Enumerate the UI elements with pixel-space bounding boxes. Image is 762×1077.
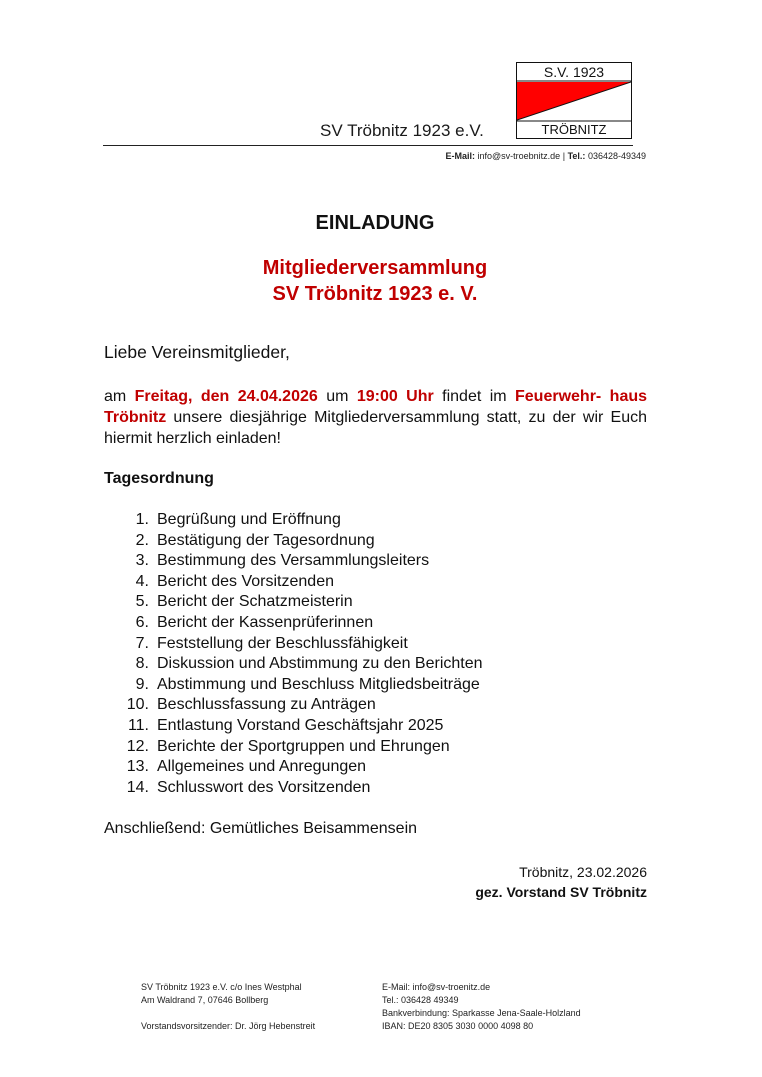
footer-address [141, 981, 315, 1033]
agenda-item-text: Bericht der Kassenprüferinnen [157, 613, 374, 631]
footer-contact [382, 981, 581, 1033]
contact-separator: | [562, 151, 566, 161]
club-name-header: SV Tröbnitz 1923 e.V. [320, 121, 484, 140]
agenda-item-text: Diskussion und Abstimmung zu den Berichten [157, 655, 483, 673]
agenda-item-number: 1. [135, 511, 149, 528]
agenda-item-number: 4. [135, 572, 149, 590]
footer-left-line-3 [141, 1007, 315, 1020]
footer-right-line-4: IBAN: DE20 8305 3030 0000 4098 80 [382, 1021, 534, 1031]
intro-text-4: unsere diesjährige Mitgliederversammlung statt, zu der wir Euch hiermit herzlich einladen! [104, 409, 647, 447]
agenda-item [104, 572, 604, 593]
greeting: Liebe Vereinsmitglieder, [104, 342, 290, 362]
agenda-item-number: 11. [127, 716, 149, 734]
agenda-item [104, 716, 604, 737]
footer-left-line-2: Am Waldrand 7, 07646 Bollberg [141, 995, 269, 1005]
agenda-item-number: 7. [135, 634, 149, 652]
footer-left-line-1: SV Tröbnitz 1923 e.V. c/o Ines Westphal [141, 982, 302, 992]
logo-bottom-text: TRÖBNITZ [541, 122, 607, 137]
agenda-item-number: 14. [126, 778, 149, 796]
intro-text-2: um [317, 388, 357, 405]
agenda-item [104, 613, 604, 634]
subtitle-line-2: SV Tröbnitz 1923 e. V. [272, 283, 478, 305]
header-contact [445, 151, 646, 161]
agenda-item [104, 510, 604, 531]
agenda-item-text: Begrüßung und Eröffnung [157, 511, 341, 528]
intro-paragraph [104, 386, 647, 449]
agenda-item-number: 12. [126, 737, 149, 755]
subtitle-line-1: Mitgliederversammlung [262, 257, 488, 279]
intro-text-1: am [104, 388, 135, 405]
agenda-item-text: Bestätigung der Tagesordnung [157, 531, 375, 549]
agenda-item [104, 531, 604, 552]
event-time: 19:00 Uhr [356, 388, 434, 405]
agenda-item-number: 13. [126, 758, 149, 776]
page-title: EINLADUNG [315, 212, 435, 234]
agenda-item-number: 9. [135, 675, 149, 693]
footer-right-line-3: Bankverbindung: Sparkasse Jena-Saale-Holzland [382, 1008, 581, 1018]
agenda-item-number: 6. [135, 613, 149, 631]
agenda-item-text: Bericht der Schatzmeisterin [157, 593, 353, 611]
agenda-item-text: Feststellung der Beschlussfähigkeit [157, 634, 408, 652]
agenda-item [104, 695, 604, 716]
footer-right-line-1: E-Mail: info@sv-troenitz.de [382, 982, 491, 992]
signature: gez. Vorstand SV Tröbnitz [475, 884, 647, 900]
agenda-item-text: Schlusswort des Vorsitzenden [157, 778, 371, 796]
tel-label: Tel.: [567, 151, 586, 161]
footer-left-line-4: Vorstandsvorsitzender: Dr. Jörg Hebenstreit [141, 1021, 316, 1031]
place-date: Tröbnitz, 23.02.2026 [519, 864, 647, 880]
agenda-item-number: 2. [135, 531, 149, 549]
agenda-item [104, 654, 604, 675]
agenda-item [104, 675, 604, 696]
agenda-item-number: 10. [126, 696, 149, 714]
closing-note: Anschließend: Gemütliches Beisammensein [104, 820, 418, 837]
agenda-item-text: Bericht des Vorsitzenden [157, 572, 334, 590]
footer-right-line-2: Tel.: 036428 49349 [382, 995, 459, 1005]
agenda-item-text: Entlastung Vorstand Geschäftsjahr 2025 [157, 716, 444, 734]
agenda-item-text: Allgemeines und Anregungen [157, 758, 367, 776]
email-label: E-Mail: [445, 151, 475, 161]
agenda-item [104, 757, 604, 778]
agenda-item [104, 634, 604, 655]
agenda-item-number: 5. [135, 593, 149, 611]
agenda-item [104, 778, 604, 799]
agenda-item-number: 3. [135, 552, 149, 570]
agenda-item-text: Berichte der Sportgruppen und Ehrungen [157, 737, 450, 755]
header-divider [103, 145, 633, 146]
tel-value: 036428-49349 [587, 151, 646, 161]
event-day: Freitag, den 24.04.2026 [134, 388, 318, 405]
event-venue-2: haus Tröbnitz [104, 388, 648, 426]
agenda-item [104, 551, 604, 572]
agenda-item [104, 737, 604, 758]
club-logo [516, 62, 632, 139]
logo-top-text: S.V. 1923 [543, 64, 605, 80]
intro-text-3: findet im [433, 388, 515, 405]
agenda-item-text: Bestimmung des Versammlungsleiters [157, 552, 430, 570]
event-venue-1: Feuerwehr- [515, 388, 602, 405]
agenda-item-number: 8. [135, 655, 149, 673]
agenda-item-text: Beschlussfassung zu Anträgen [157, 696, 376, 714]
agenda-heading: Tagesordnung [104, 470, 214, 487]
agenda-item [104, 592, 604, 613]
agenda-list [104, 510, 604, 798]
agenda-item-text: Abstimmung und Beschluss Mitgliedsbeiträge [157, 675, 480, 693]
email-value[interactable]: info@sv-troebnitz.de [477, 151, 561, 161]
